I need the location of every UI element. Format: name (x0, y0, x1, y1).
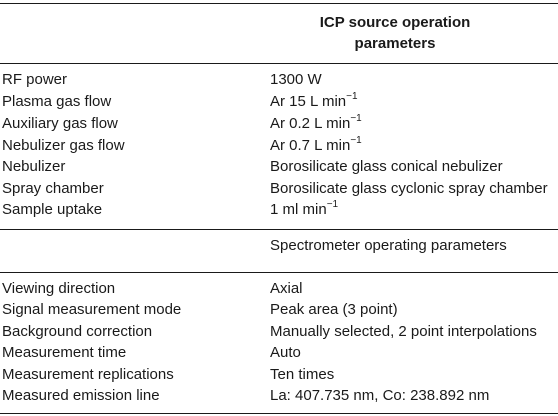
table-row (0, 199, 558, 221)
table-row (0, 321, 558, 343)
header-rule (0, 63, 558, 64)
row-label: Plasma gas flow (2, 93, 112, 110)
row-label: Nebulizer (2, 158, 66, 175)
row-value: Ar 0.2 L $\min^{-1}$ (270, 113, 362, 132)
row-value: Ar 0.7 L $\min^{-1}$ (270, 135, 362, 154)
table-row (0, 385, 558, 407)
row-label: Sample uptake (2, 201, 103, 218)
row-value: Auto (270, 344, 301, 361)
table-row (0, 178, 558, 200)
table-header (270, 12, 520, 54)
row-value: Peak area (3 point) (270, 301, 398, 318)
table-row (0, 113, 558, 135)
row-value: 1 ml $\min^{-1}$ (270, 199, 339, 218)
section-rule (0, 229, 558, 230)
table-row (0, 278, 558, 300)
table-row (0, 364, 558, 386)
row-label: Auxiliary gas flow (2, 115, 118, 132)
table-row (0, 299, 558, 321)
row-value: 1300 W (270, 71, 322, 88)
row-label: Viewing direction (2, 280, 116, 297)
row-label: Measured emission line (2, 387, 160, 404)
row-label: Signal measurement mode (2, 301, 182, 318)
section-subheader: Spectrometer operating parameters (270, 237, 507, 254)
row-value: Ten times (270, 366, 335, 383)
row-value: Axial (270, 280, 303, 297)
row-value: Borosilicate glass conical nebulizer (270, 158, 503, 175)
row-label: Background correction (2, 323, 153, 340)
row-value: Manually selected, 2 point interpolations (270, 323, 537, 340)
table-row (0, 156, 558, 178)
section-rule (0, 272, 558, 273)
row-label: RF power (2, 71, 68, 88)
table-row (0, 342, 558, 364)
row-value: Ar 15 L $\min^{-1}$ (270, 91, 358, 110)
row-value: Borosilicate glass cyclonic spray chamber (270, 180, 548, 197)
table-row (0, 135, 558, 157)
header-title-line1: ICP source operation (319, 14, 471, 31)
row-label: Measurement time (2, 344, 127, 361)
top-rule (0, 3, 558, 4)
header-title-line2: parameters (354, 35, 436, 52)
table-row (0, 91, 558, 113)
row-label: Spray chamber (2, 180, 104, 197)
row-label: Measurement replications (2, 366, 174, 383)
bottom-rule (0, 413, 558, 414)
row-value: La: 407.735 nm, Co: 238.892 nm (270, 387, 490, 404)
row-label: Nebulizer gas flow (2, 137, 125, 154)
table-row (0, 69, 558, 91)
